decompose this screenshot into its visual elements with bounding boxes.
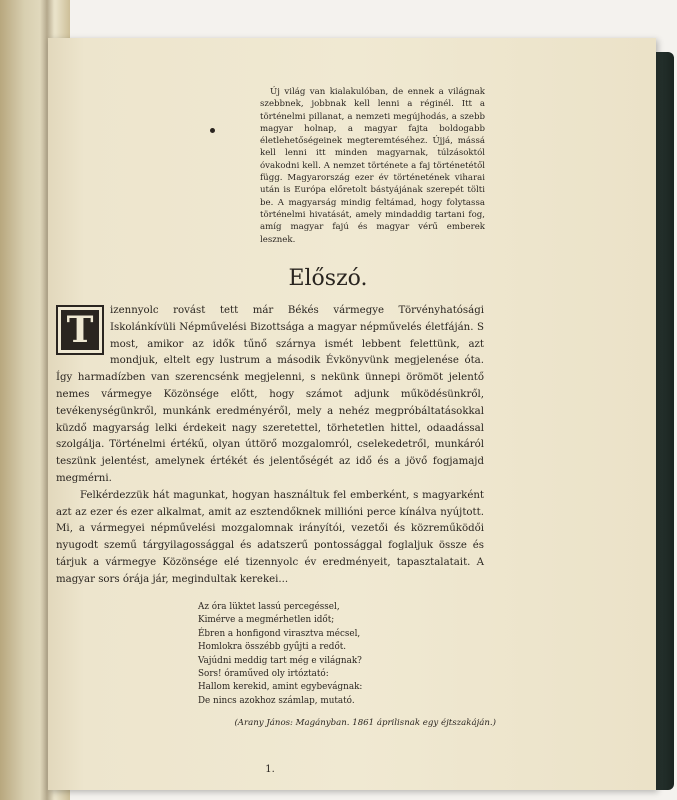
paragraph: Felkérdezzük hát magunkat, hogyan használtuk fel emberként, s magyarként azt az ezer és ezer alkalmat, amit az esztendőknek millióni perce kínálva nyújtott. Mi, a vármegyei népművelési mozgalomnak irányítói, vezetői és közreműködői nyugodt szemű tárgyilagossággal és adatszerű pontossággal foglaljuk össze és tárjuk a vármegye Közönsége elé tizennyolc év eredményeit, tapasztalatait. A magyar sors órája jár, megindultak kerekei... — [56, 489, 484, 585]
epigraph: Új világ van kialakulóban, de ennek a világnak szebbnek, jobbnak kell lenni a réginél. Itt a történelmi pillanat, a nemzeti megújhodás, a szebb magyar holnap, a magyar fajta boldogabb életlehetőségeinek megteremtéséhez. Újjá, mássá kell lenni itt minden magyarnak, túlzásoktól óvakodni kell. A nemzet története a faj történetétől függ. Magyarország ezer év történetének viharai után is Európa előretolt bástyájának szerepét tölti be. A magyarság mindig feltámad, hogy folytassa történelmi hivatását, amely mindaddig tartani fog, amíg magyar fajú és magyar vérű emberek lesznek. — [260, 87, 485, 245]
page-title: Előszó. — [288, 266, 368, 291]
poem-line: Vajúdni meddig tart még e világnak? — [198, 655, 362, 666]
poem-line: Homlokra összébb gyűjti a redőt. — [198, 642, 347, 653]
poem-line: Sors! óraműved oly irtóztató: — [198, 669, 329, 680]
book-page — [48, 38, 656, 790]
poem-line: Kimérve a megmérhetlen időt; — [198, 615, 335, 626]
poem-line: De nincs azokhoz számlap, mutató. — [198, 695, 355, 706]
poem-line: Ébren a honfigond virasztva mécsel, — [198, 628, 361, 639]
poem — [198, 601, 498, 708]
ink-dot — [210, 128, 215, 133]
body-text — [56, 303, 484, 589]
poem-line: Hallom kerekid, amint egybevágnak: — [198, 682, 363, 693]
paragraph: izennyolc rovást tett már Békés vármegye Törvényhatósági Iskolánkívüli Népművelési Bizottsága a magyar népművelés életfáján. S most, amikor az idők tűnő szárnya ismét lebbent felettünk, azt mondjuk, eltelt egy lustrum a második Évkönyvünk megjelenése óta. Így harmadízben van szerencsénk megjelenni, s nekünk ünnepi örömöt jelentő nemes vármegye Közönsége előtt, hogy számot adjunk működésünkről, tevékenységünkről, munkánk eredményéről, mely a nehéz megpróbáltatásokkal küzdő magyarság lelki érdekeit nagy szeretettel, törhetetlen hittel, odaadással szolgálja. Történelmi értékű, olyan úttörő mozgalomról, cselekedetről, munkáról teszünk jelentést, amelynek értékét és jelentőségét az idő és a jövő fogjamajd megmérni. — [56, 305, 484, 484]
poem-line: Az óra lüktet lassú percegéssel, — [198, 602, 340, 612]
poem-source: (Arany János: Magányban. 1861 áprilisnak egy éjtszakáján.) — [234, 718, 496, 728]
drop-cap: T — [56, 305, 104, 355]
page-number: 1. — [265, 764, 275, 775]
